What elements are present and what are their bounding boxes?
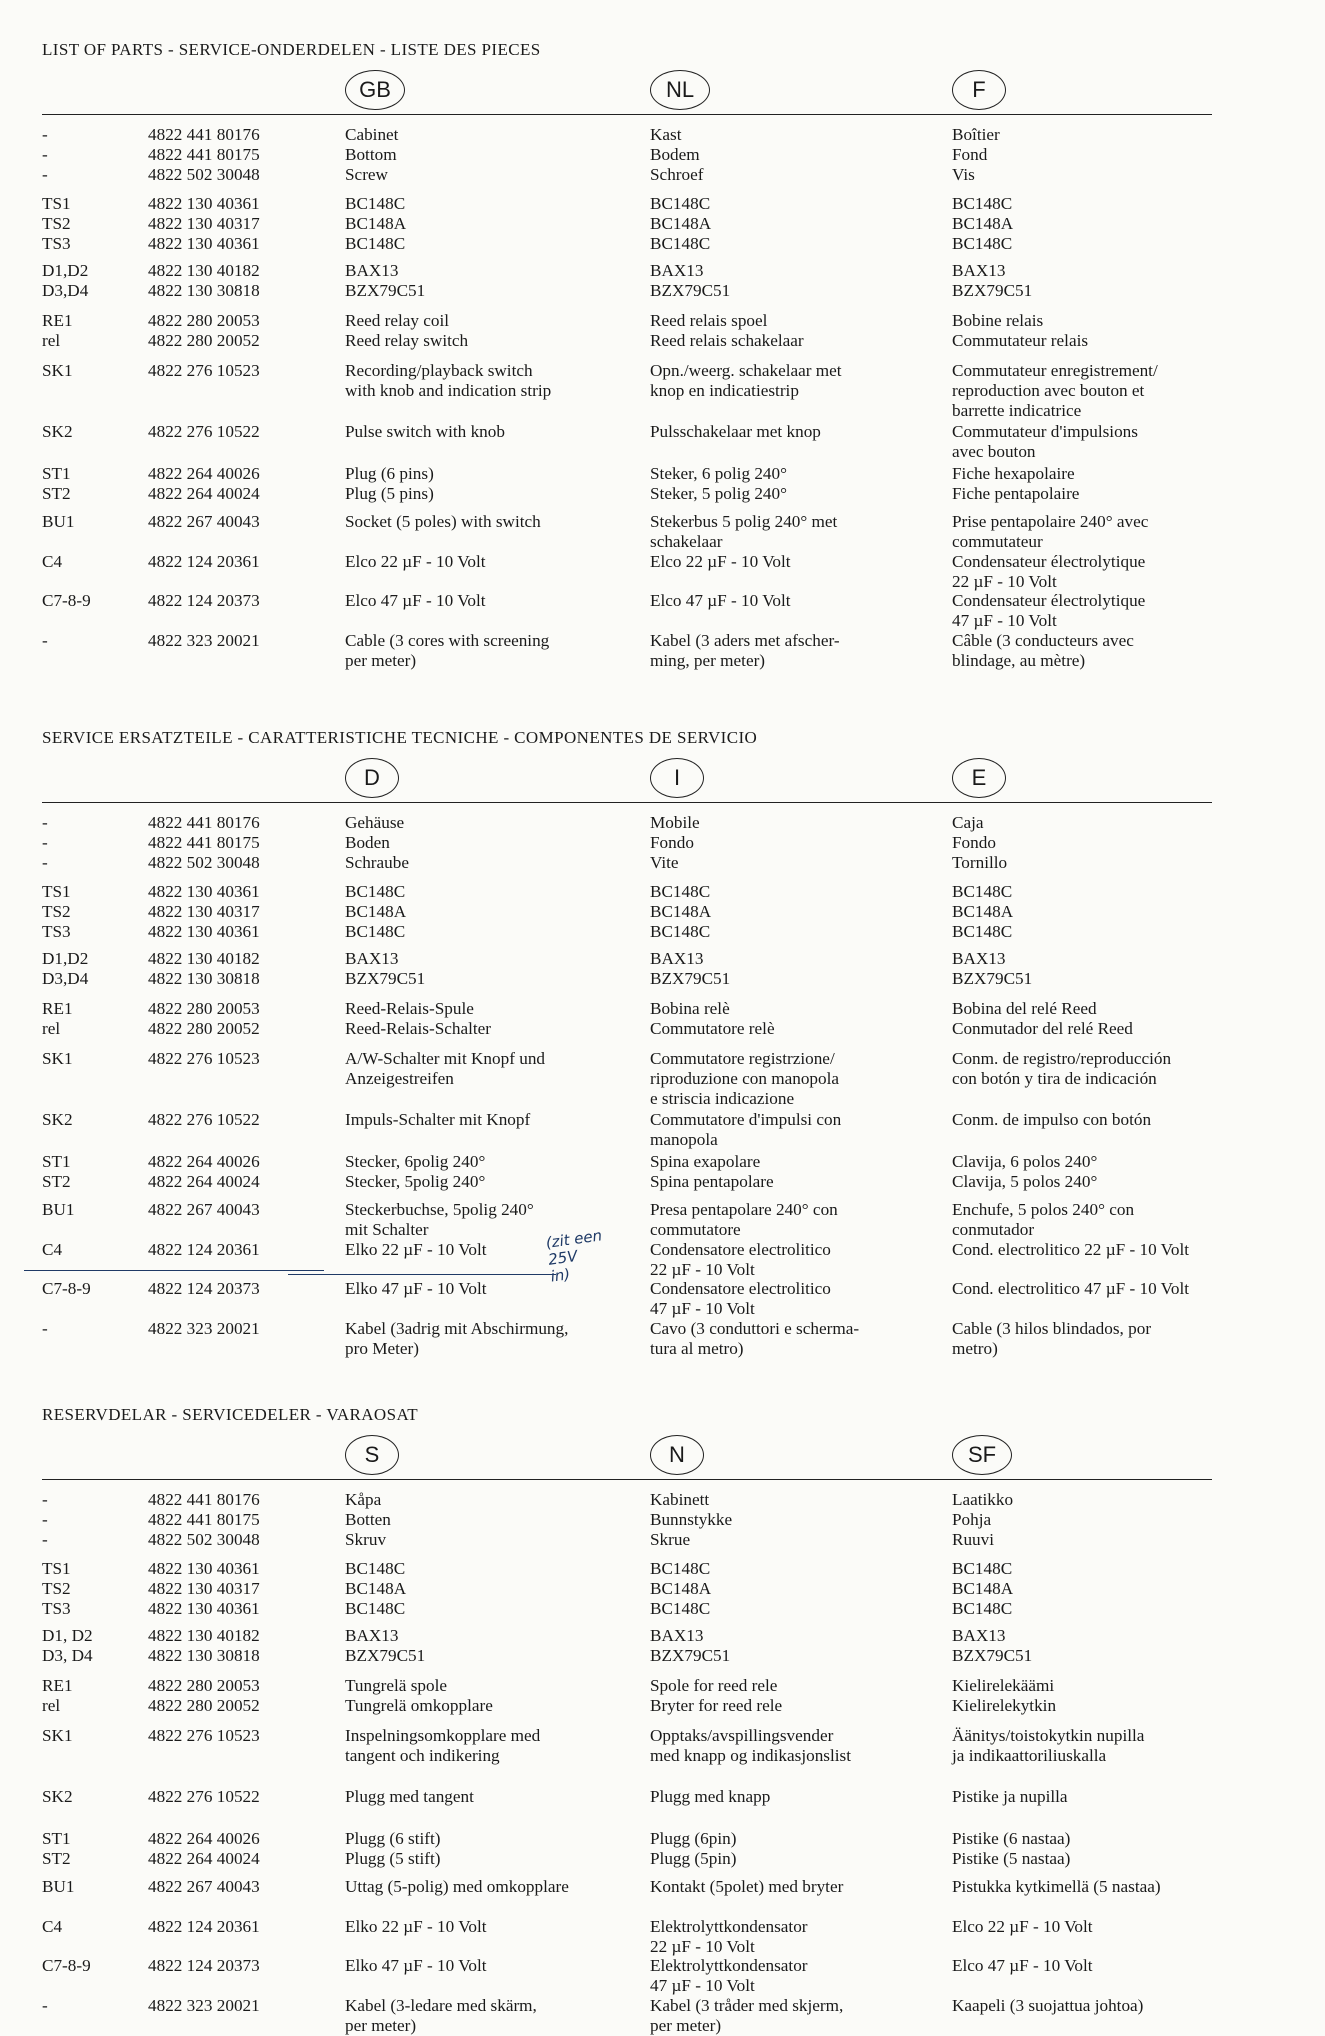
- description-lang-1: BAX13 BZX79C51: [345, 1626, 426, 1665]
- description-lang-3: Elco 47 µF - 10 Volt: [952, 1956, 1093, 1975]
- description-lang-2: BC148C BC148A BC148C: [650, 1559, 712, 1618]
- position-ref: SK2: [42, 1110, 73, 1129]
- position-ref: - - -: [42, 813, 48, 872]
- position-ref: D1,D2 D3,D4: [42, 261, 89, 300]
- description-lang-1: Cabinet Bottom Screw: [345, 125, 399, 184]
- description-lang-2: Kontakt (5polet) med bryter: [650, 1877, 844, 1896]
- handwritten-strike-line: [24, 1270, 324, 1271]
- description-lang-1: Inspelningsomkopplare med tangent och indikering: [345, 1726, 541, 1765]
- language-badge: F: [952, 70, 1006, 110]
- description-lang-1: Kabel (3-ledare med skärm, per meter): [345, 1996, 537, 2035]
- description-lang-3: Cond. electrolitico 22 µF - 10 Volt: [952, 1240, 1189, 1259]
- description-lang-3: Äänitys/toistokytkin nupilla ja indikaattoriliuskalla: [952, 1726, 1145, 1765]
- position-ref: C4: [42, 1240, 63, 1259]
- description-lang-2: Bobina relè Commutatore relè: [650, 999, 775, 1038]
- description-lang-2: Mobile Fondo Vite: [650, 813, 700, 872]
- position-ref: -: [42, 1996, 48, 2015]
- description-lang-2: Spina exapolare Spina pentapolare: [650, 1152, 774, 1191]
- handwritten-note: (zit een 25V in): [544, 1226, 604, 1286]
- description-lang-3: Commutateur d'impulsions avec bouton: [952, 422, 1138, 461]
- part-number: 4822 130 40361 4822 130 40317 4822 130 40361: [148, 194, 260, 253]
- part-number: 4822 323 20021: [148, 1996, 260, 2015]
- description-lang-2: Kast Bodem Schroef: [650, 125, 704, 184]
- description-lang-2: Opptaks/avspillingsvender med knapp og indikasjonslist: [650, 1726, 851, 1765]
- position-ref: C4: [42, 1917, 63, 1936]
- position-ref: TS1 TS2 TS3: [42, 882, 71, 941]
- part-number: 4822 264 40026 4822 264 40024: [148, 464, 260, 503]
- position-ref: -: [42, 631, 48, 650]
- description-lang-3: Kaapeli (3 suojattua johtoa): [952, 1996, 1144, 2015]
- part-number: 4822 264 40026 4822 264 40024: [148, 1829, 260, 1868]
- position-ref: C7-8-9: [42, 1956, 91, 1975]
- description-lang-3: Pistike (6 nastaa) Pistike (5 nastaa): [952, 1829, 1071, 1868]
- description-lang-2: Presa pentapolare 240° con commutatore: [650, 1200, 838, 1239]
- description-lang-1: Kåpa Botten Skruv: [345, 1490, 391, 1549]
- description-lang-1: Uttag (5-polig) med omkopplare: [345, 1877, 569, 1896]
- language-badge: GB: [345, 70, 405, 110]
- part-number: 4822 323 20021: [148, 1319, 260, 1338]
- language-badge: E: [952, 758, 1006, 798]
- position-ref: RE1 rel: [42, 1676, 73, 1715]
- description-lang-3: Clavija, 6 polos 240° Clavija, 5 polos 240°: [952, 1152, 1098, 1191]
- position-ref: -: [42, 1319, 48, 1338]
- description-lang-1: Elco 47 µF - 10 Volt: [345, 591, 486, 610]
- description-lang-3: Bobina del relé Reed Conmutador del relé Reed: [952, 999, 1133, 1038]
- description-lang-3: BAX13 BZX79C51: [952, 261, 1033, 300]
- description-lang-3: Pistike ja nupilla: [952, 1787, 1068, 1806]
- handwritten-strike-line: [288, 1274, 556, 1275]
- part-number: 4822 124 20361: [148, 552, 260, 571]
- description-lang-3: Cond. electrolitico 47 µF - 10 Volt: [952, 1279, 1189, 1298]
- position-ref: RE1 rel: [42, 311, 73, 350]
- part-number: 4822 124 20373: [148, 1956, 260, 1975]
- description-lang-3: Elco 22 µF - 10 Volt: [952, 1917, 1093, 1936]
- part-number: 4822 130 40182 4822 130 30818: [148, 261, 260, 300]
- language-badge: SF: [952, 1435, 1012, 1475]
- description-lang-2: Kabel (3 tråder med skjerm, per meter): [650, 1996, 844, 2035]
- description-lang-3: Bobine relais Commutateur relais: [952, 311, 1089, 350]
- position-ref: RE1 rel: [42, 999, 73, 1038]
- description-lang-2: Stekerbus 5 polig 240° met schakelaar: [650, 512, 838, 551]
- description-lang-1: Kabel (3adrig mit Abschirmung, pro Meter): [345, 1319, 569, 1358]
- position-ref: BU1: [42, 1877, 75, 1896]
- part-number: 4822 441 80176 4822 441 80175 4822 502 30048: [148, 813, 260, 872]
- position-ref: C4: [42, 552, 63, 571]
- description-lang-3: Conm. de impulso con botón: [952, 1110, 1152, 1129]
- description-lang-2: Commutatore registrzione/ riproduzione con manopola e striscia indicazione: [650, 1049, 840, 1108]
- part-number: 4822 276 10522: [148, 1787, 260, 1806]
- position-ref: ST1 ST2: [42, 1829, 71, 1868]
- position-ref: TS1 TS2 TS3: [42, 1559, 71, 1618]
- position-ref: C7-8-9: [42, 1279, 91, 1298]
- position-ref: ST1 ST2: [42, 464, 71, 503]
- description-lang-3: Câble (3 conducteurs avec blindage, au mètre): [952, 631, 1134, 670]
- part-number: 4822 124 20373: [148, 591, 260, 610]
- description-lang-1: Steckerbuchse, 5polig 240° mit Schalter: [345, 1200, 534, 1239]
- part-number: 4822 280 20053 4822 280 20052: [148, 311, 260, 350]
- section-title: LIST OF PARTS - SERVICE-ONDERDELEN - LISTE DES PIECES: [42, 40, 541, 59]
- description-lang-1: Cable (3 cores with screening per meter): [345, 631, 550, 670]
- section-title: SERVICE ERSATZTEILE - CARATTERISTICHE TECNICHE - COMPONENTES DE SERVICIO: [42, 728, 758, 747]
- position-ref: SK1: [42, 1049, 73, 1068]
- part-number: 4822 130 40361 4822 130 40317 4822 130 40361: [148, 882, 260, 941]
- description-lang-3: Boîtier Fond Vis: [952, 125, 1000, 184]
- section-title: RESERVDELAR - SERVICEDELER - VARAOSAT: [42, 1405, 419, 1424]
- description-lang-3: Conm. de registro/reproducción con botón y tira de indicación: [952, 1049, 1172, 1088]
- description-lang-1: Elko 47 µF - 10 Volt: [345, 1956, 487, 1975]
- header-rule: [42, 114, 1212, 115]
- description-lang-3: Laatikko Pohja Ruuvi: [952, 1490, 1014, 1549]
- description-lang-2: Reed relais spoel Reed relais schakelaar: [650, 311, 804, 350]
- description-lang-3: BC148C BC148A BC148C: [952, 1559, 1014, 1618]
- description-lang-3: Cable (3 hilos blindados, por metro): [952, 1319, 1152, 1358]
- description-lang-2: Kabinett Bunnstykke Skrue: [650, 1490, 733, 1549]
- part-number: 4822 267 40043: [148, 1200, 260, 1219]
- description-lang-2: Opn./weerg. schakelaar met knop en indicatiestrip: [650, 361, 842, 400]
- description-lang-2: Spole for reed rele Bryter for reed rele: [650, 1676, 783, 1715]
- description-lang-2: Condensatore electrolitico 47 µF - 10 Volt: [650, 1279, 831, 1318]
- description-lang-2: BAX13 BZX79C51: [650, 1626, 731, 1665]
- description-lang-1: Recording/playback switch with knob and indication strip: [345, 361, 552, 400]
- language-badge: I: [650, 758, 704, 798]
- description-lang-3: Caja Fondo Tornillo: [952, 813, 1008, 872]
- description-lang-2: Elektrolyttkondensator 47 µF - 10 Volt: [650, 1956, 808, 1995]
- description-lang-2: Commutatore d'impulsi con manopola: [650, 1110, 842, 1149]
- description-lang-1: Gehäuse Boden Schraube: [345, 813, 409, 872]
- header-rule: [42, 802, 1212, 803]
- description-lang-1: BAX13 BZX79C51: [345, 949, 426, 988]
- description-lang-2: Kabel (3 aders met afscher- ming, per meter): [650, 631, 840, 670]
- description-lang-3: BAX13 BZX79C51: [952, 1626, 1033, 1665]
- description-lang-1: Stecker, 6polig 240° Stecker, 5polig 240°: [345, 1152, 486, 1191]
- description-lang-2: BC148C BC148A BC148C: [650, 194, 712, 253]
- part-number: 4822 267 40043: [148, 1877, 260, 1896]
- part-number: 4822 276 10522: [148, 1110, 260, 1129]
- description-lang-1: Pulse switch with knob: [345, 422, 505, 441]
- description-lang-1: Plugg med tangent: [345, 1787, 474, 1806]
- position-ref: - - -: [42, 125, 48, 184]
- description-lang-3: Pistukka kytkimellä (5 nastaa): [952, 1877, 1161, 1896]
- position-ref: ST1 ST2: [42, 1152, 71, 1191]
- description-lang-3: BC148C BC148A BC148C: [952, 194, 1014, 253]
- position-ref: SK2: [42, 422, 73, 441]
- part-number: 4822 130 40182 4822 130 30818: [148, 949, 260, 988]
- position-ref: SK1: [42, 1726, 73, 1745]
- description-lang-1: Plug (6 pins) Plug (5 pins): [345, 464, 434, 503]
- description-lang-3: Kielirelekäämi Kielirelekytkin: [952, 1676, 1057, 1715]
- part-number: 4822 276 10522: [148, 422, 260, 441]
- position-ref: D1, D2 D3, D4: [42, 1626, 93, 1665]
- part-number: 4822 276 10523: [148, 1726, 260, 1745]
- description-lang-1: Socket (5 poles) with switch: [345, 512, 541, 531]
- part-number: 4822 441 80176 4822 441 80175 4822 502 30048: [148, 1490, 260, 1549]
- position-ref: BU1: [42, 1200, 75, 1219]
- part-number: 4822 130 40361 4822 130 40317 4822 130 40361: [148, 1559, 260, 1618]
- part-number: 4822 264 40026 4822 264 40024: [148, 1152, 260, 1191]
- description-lang-2: Steker, 6 polig 240° Steker, 5 polig 240°: [650, 464, 787, 503]
- description-lang-3: Commutateur enregistrement/ reproduction avec bouton et barrette indicatrice: [952, 361, 1158, 420]
- part-number: 4822 130 40182 4822 130 30818: [148, 1626, 260, 1665]
- description-lang-1: BAX13 BZX79C51: [345, 261, 426, 300]
- description-lang-3: Prise pentapolaire 240° avec commutateur: [952, 512, 1149, 551]
- description-lang-1: Impuls-Schalter mit Knopf: [345, 1110, 531, 1129]
- description-lang-1: Reed relay coil Reed relay switch: [345, 311, 469, 350]
- language-badge: S: [345, 1435, 399, 1475]
- description-lang-3: Condensateur électrolytique 47 µF - 10 Volt: [952, 591, 1146, 630]
- header-rule: [42, 1479, 1212, 1480]
- part-number: 4822 276 10523: [148, 1049, 260, 1068]
- part-number: 4822 124 20361: [148, 1917, 260, 1936]
- description-lang-1: Reed-Relais-Spule Reed-Relais-Schalter: [345, 999, 492, 1038]
- description-lang-3: Fiche hexapolaire Fiche pentapolaire: [952, 464, 1080, 503]
- description-lang-3: BC148C BC148A BC148C: [952, 882, 1014, 941]
- description-lang-1: Elco 22 µF - 10 Volt: [345, 552, 486, 571]
- description-lang-3: Enchufe, 5 polos 240° con conmutador: [952, 1200, 1135, 1239]
- language-badge: N: [650, 1435, 704, 1475]
- description-lang-1: Plugg (6 stift) Plugg (5 stift): [345, 1829, 441, 1868]
- part-number: 4822 441 80176 4822 441 80175 4822 502 30048: [148, 125, 260, 184]
- position-ref: TS1 TS2 TS3: [42, 194, 71, 253]
- part-number: 4822 124 20373: [148, 1279, 260, 1298]
- position-ref: D1,D2 D3,D4: [42, 949, 89, 988]
- part-number: 4822 267 40043: [148, 512, 260, 531]
- part-number: 4822 124 20361: [148, 1240, 260, 1259]
- description-lang-2: Pulsschakelaar met knop: [650, 422, 821, 441]
- part-number: 4822 280 20053 4822 280 20052: [148, 1676, 260, 1715]
- description-lang-2: Plugg med knapp: [650, 1787, 771, 1806]
- position-ref: SK2: [42, 1787, 73, 1806]
- description-lang-1: BC148C BC148A BC148C: [345, 882, 407, 941]
- description-lang-1: Elko 22 µF - 10 Volt: [345, 1917, 487, 1936]
- description-lang-2: Cavo (3 conduttori e scherma- tura al metro): [650, 1319, 860, 1358]
- part-number: 4822 323 20021: [148, 631, 260, 650]
- description-lang-1: A/W-Schalter mit Knopf und Anzeigestreifen: [345, 1049, 546, 1088]
- position-ref: - - -: [42, 1490, 48, 1549]
- description-lang-2: Elco 22 µF - 10 Volt: [650, 552, 791, 571]
- part-number: 4822 276 10523: [148, 361, 260, 380]
- description-lang-2: Elco 47 µF - 10 Volt: [650, 591, 791, 610]
- description-lang-3: BAX13 BZX79C51: [952, 949, 1033, 988]
- description-lang-1: Tungrelä spole Tungrelä omkopplare: [345, 1676, 493, 1715]
- language-badge: NL: [650, 70, 710, 110]
- description-lang-2: BAX13 BZX79C51: [650, 949, 731, 988]
- description-lang-1: Elko 47 µF - 10 Volt: [345, 1279, 487, 1298]
- part-number: 4822 280 20053 4822 280 20052: [148, 999, 260, 1038]
- position-ref: SK1: [42, 361, 73, 380]
- description-lang-1: Elko 22 µF - 10 Volt: [345, 1240, 487, 1259]
- description-lang-2: Plugg (6pin) Plugg (5pin): [650, 1829, 737, 1868]
- description-lang-2: BC148C BC148A BC148C: [650, 882, 712, 941]
- description-lang-1: BC148C BC148A BC148C: [345, 1559, 407, 1618]
- description-lang-2: Elektrolyttkondensator 22 µF - 10 Volt: [650, 1917, 808, 1956]
- description-lang-2: BAX13 BZX79C51: [650, 261, 731, 300]
- description-lang-3: Condensateur électrolytique 22 µF - 10 Volt: [952, 552, 1146, 591]
- description-lang-2: Condensatore electrolitico 22 µF - 10 Volt: [650, 1240, 831, 1279]
- position-ref: BU1: [42, 512, 75, 531]
- language-badge: D: [345, 758, 399, 798]
- position-ref: C7-8-9: [42, 591, 91, 610]
- description-lang-1: BC148C BC148A BC148C: [345, 194, 407, 253]
